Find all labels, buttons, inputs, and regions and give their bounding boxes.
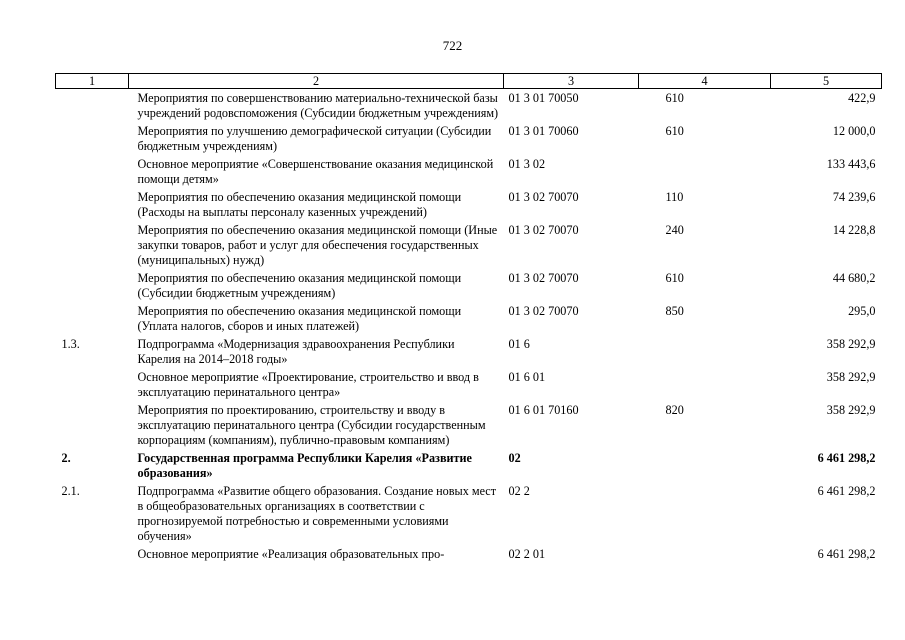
table-row [56, 122, 882, 155]
row-code: 01 3 02 70070 [508, 271, 579, 285]
row-number [56, 368, 129, 401]
row-sum: 6 461 298,2 [817, 451, 876, 465]
row-name: Мероприятия по обеспечению оказания медицинской помощи (Иные закупки товаров, работ и услуг для обеспечения государственных (муниципальных) нужд) [137, 223, 498, 267]
table-row [56, 545, 882, 563]
row-number [56, 155, 129, 188]
row-name: Мероприятия по обеспечению оказания медицинской помощи (Субсидии бюджетным учреждениям) [137, 271, 462, 300]
row-name: Мероприятия по обеспечению оказания медицинской помощи (Уплата налогов, сборов и иных платежей) [137, 304, 462, 333]
row-expense-type [639, 449, 771, 482]
row-sum: 295,0 [848, 304, 876, 318]
row-name: Основное мероприятие «Проектирование, строительство и ввод в эксплуатацию перинатального центра» [137, 370, 479, 399]
table-row [56, 368, 882, 401]
row-sum: 14 228,8 [832, 223, 876, 237]
row-code: 02 [508, 451, 521, 465]
row-expense-type: 610 [665, 271, 684, 285]
row-code: 01 6 01 [508, 370, 546, 384]
row-number: 2.1. [61, 484, 80, 498]
table-row [56, 401, 882, 449]
row-sum: 6 461 298,2 [817, 547, 876, 561]
table-header-row [56, 74, 882, 89]
row-code: 01 3 01 70060 [508, 124, 579, 138]
row-number [56, 401, 129, 449]
header-col-2: 2 [129, 74, 504, 89]
row-number [56, 545, 129, 563]
row-sum: 6 461 298,2 [817, 484, 876, 498]
row-expense-type [639, 335, 771, 368]
row-code: 01 3 01 70050 [508, 91, 579, 105]
table-row [56, 302, 882, 335]
table-row [56, 221, 882, 269]
row-expense-type [639, 482, 771, 545]
table-row [56, 188, 882, 221]
row-sum: 422,9 [848, 91, 876, 105]
row-expense-type: 850 [665, 304, 684, 318]
row-expense-type: 110 [665, 190, 684, 204]
row-expense-type [639, 155, 771, 188]
row-expense-type: 610 [665, 124, 684, 138]
row-number [56, 221, 129, 269]
row-name: Государственная программа Республики Карелия «Развитие образования» [137, 451, 472, 480]
row-code: 01 3 02 70070 [508, 223, 579, 237]
header-col-1: 1 [56, 74, 129, 89]
row-sum: 358 292,9 [826, 337, 876, 351]
row-expense-type: 240 [665, 223, 684, 237]
row-number [56, 269, 129, 302]
row-expense-type [639, 368, 771, 401]
row-number: 1.3. [61, 337, 80, 351]
table-row [56, 269, 882, 302]
header-col-3: 3 [504, 74, 639, 89]
table-row [56, 449, 882, 482]
row-expense-type: 610 [665, 91, 684, 105]
row-name: Основное мероприятие «Совершенствование оказания медицинской помощи детям» [137, 157, 494, 186]
row-name: Подпрограмма «Развитие общего образования. Создание новых мест в общеобразовательных организациях в соответствии с прогнозируемой потребностью и современными условиями обучения» [137, 484, 497, 543]
row-code: 02 2 [508, 484, 530, 498]
row-number [56, 302, 129, 335]
row-code: 01 6 [508, 337, 530, 351]
row-sum: 358 292,9 [826, 370, 876, 384]
row-name: Мероприятия по проектированию, строительству и вводу в эксплуатацию перинатального центра (Субсидии государственным корпорациям (компаниям), публично-правовым компаниям) [137, 403, 486, 447]
row-name: Мероприятия по совершенствованию материально-технической базы учреждений родовспоможения (Субсидии бюджетным учреждениям) [137, 91, 499, 120]
table-body [56, 89, 882, 564]
row-sum: 358 292,9 [826, 403, 876, 417]
row-code: 01 6 01 70160 [508, 403, 579, 417]
row-name: Мероприятия по обеспечению оказания медицинской помощи (Расходы на выплаты персоналу казенных учреждений) [137, 190, 462, 219]
row-number [56, 89, 129, 123]
header-col-4: 4 [639, 74, 771, 89]
row-number [56, 122, 129, 155]
row-name: Мероприятия по улучшению демографической ситуации (Субсидии бюджетным учреждениям) [137, 124, 492, 153]
table-row [56, 482, 882, 545]
row-name: Подпрограмма «Модернизация здравоохранения Республики Карелия на 2014–2018 годы» [137, 337, 455, 366]
table-row [56, 335, 882, 368]
row-code: 01 3 02 70070 [508, 190, 579, 204]
row-code: 01 3 02 70070 [508, 304, 579, 318]
page-number: 722 [442, 38, 463, 53]
row-number: 2. [61, 451, 71, 465]
row-sum: 44 680,2 [832, 271, 876, 285]
row-sum: 74 239,6 [832, 190, 876, 204]
row-code: 01 3 02 [508, 157, 546, 171]
header-col-5: 5 [771, 74, 882, 89]
row-number [56, 188, 129, 221]
row-sum: 12 000,0 [832, 124, 876, 138]
row-name: Основное мероприятие «Реализация образовательных про- [137, 547, 445, 561]
row-expense-type [639, 545, 771, 563]
row-code: 02 2 01 [508, 547, 546, 561]
row-sum: 133 443,6 [826, 157, 876, 171]
budget-table [55, 73, 882, 563]
table-row [56, 155, 882, 188]
table-row [56, 89, 882, 123]
row-expense-type: 820 [665, 403, 684, 417]
